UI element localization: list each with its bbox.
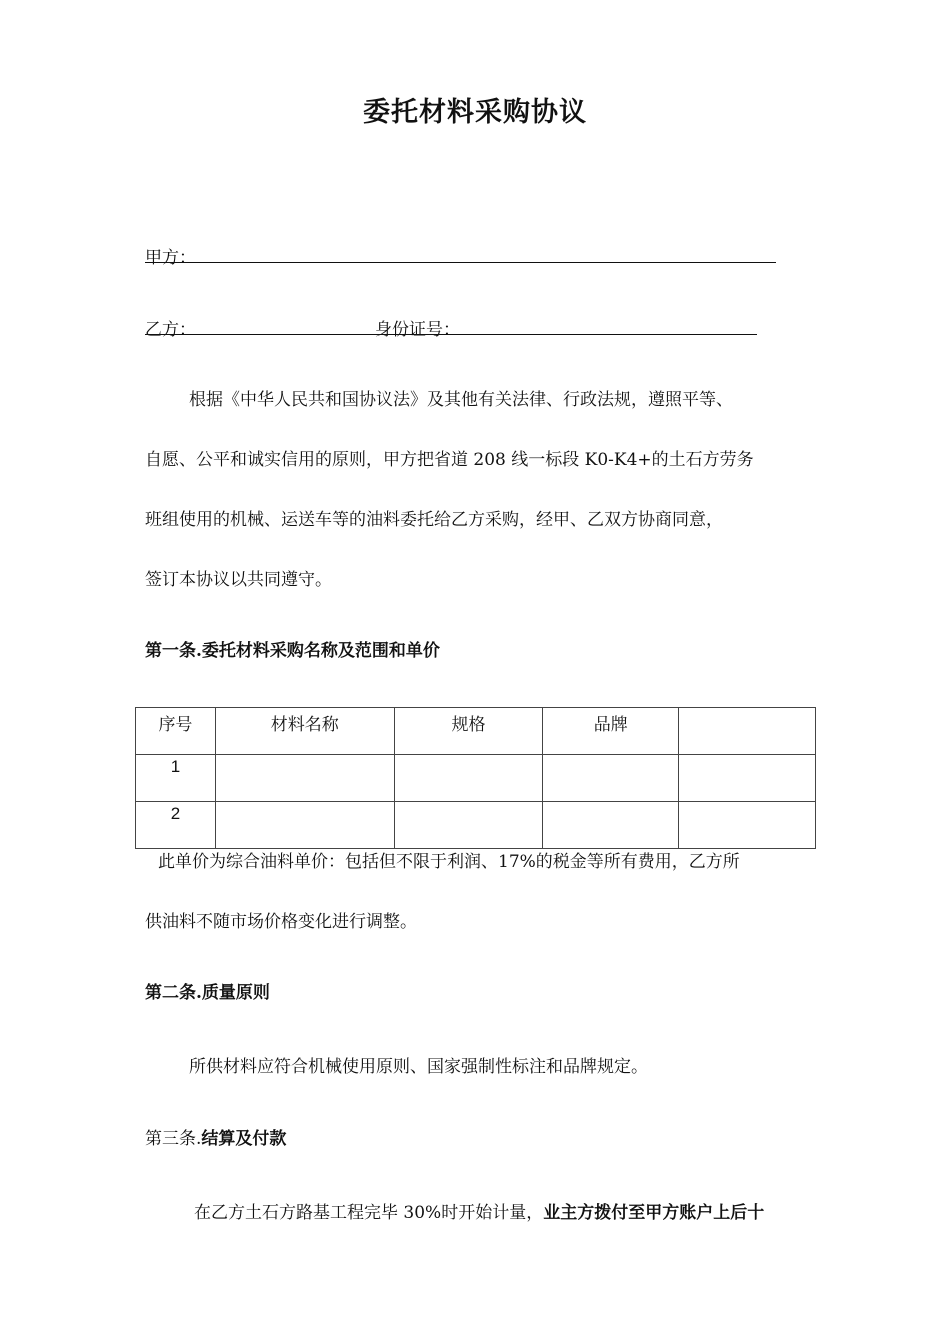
table-cell (543, 755, 679, 802)
table-header-cell: 材料名称 (215, 708, 394, 755)
intro-line-3: 班组使用的机械、运送车等的油料委托给乙方采购，经甲、乙双方协商同意， (145, 510, 723, 530)
article-3-text (194, 1198, 764, 1223)
article-3-heading (145, 1124, 286, 1149)
intro-line-2: 自愿、公平和诚实信用的原则，甲方把省道 208 线一标段 K0-K4+的土石方劳务 (145, 450, 754, 470)
table-cell (679, 755, 816, 802)
table-header-cell: 品牌 (543, 708, 679, 755)
price-note-line-2: 供油料不随市场价格变化进行调整。 (145, 912, 417, 932)
party-a-underline (145, 262, 776, 263)
document-title: 委托材料采购协议 (363, 97, 587, 128)
table-cell (215, 802, 394, 849)
article-3-heading-title: 结算及付款 (201, 1129, 287, 1149)
table-row (136, 802, 816, 849)
table-header-cell: 规格 (394, 708, 543, 755)
article-3-heading-prefix: 第三条. (145, 1129, 202, 1149)
article-2-text: 所供材料应符合机械使用原则、国家强制性标注和品牌规定。 (189, 1057, 648, 1077)
table-cell: 1 (136, 755, 216, 802)
party-b-underline (145, 334, 757, 335)
table-header-cell: 序号 (136, 708, 216, 755)
intro-line-4: 签订本协议以共同遵守。 (145, 570, 332, 590)
table-cell (543, 802, 679, 849)
table-header-row (136, 708, 816, 755)
article-1-heading: 第一条.委托材料采购名称及范围和单价 (145, 641, 440, 661)
table-header-cell (679, 708, 816, 755)
article-3-text-bold: 业主方拨付至甲方账户上后十 (543, 1203, 765, 1223)
id-number-label: 身份证号： (375, 320, 460, 340)
table-cell (394, 755, 543, 802)
article-3-text-plain: 在乙方土石方路基工程完毕 30%时开始计量， (194, 1203, 544, 1223)
party-a-label: 甲方： (145, 248, 196, 268)
table-cell (215, 755, 394, 802)
party-b-label: 乙方： (145, 320, 196, 340)
article-2-heading: 第二条.质量原则 (145, 983, 270, 1003)
material-table (135, 707, 816, 849)
intro-line-1: 根据《中华人民共和国协议法》及其他有关法律、行政法规，遵照平等、 (189, 390, 733, 410)
table-row (136, 755, 816, 802)
table-cell (679, 802, 816, 849)
price-note-line-1: 此单价为综合油料单价：包括但不限于利润、17%的税金等所有费用，乙方所 (158, 852, 740, 872)
table-cell (394, 802, 543, 849)
table-cell: 2 (136, 802, 216, 849)
